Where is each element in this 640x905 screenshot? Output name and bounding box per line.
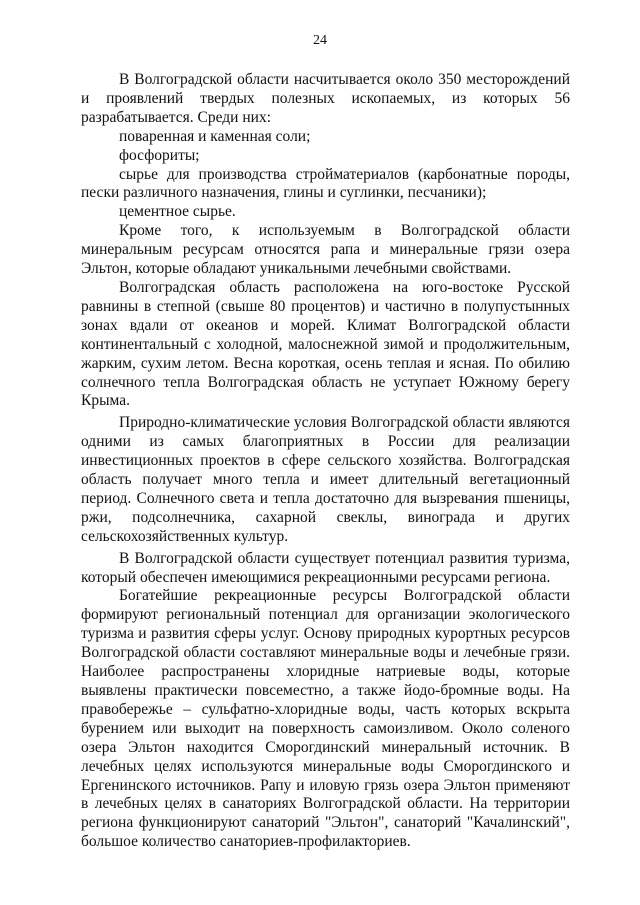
list-item-cement: цементное сырье.	[119, 203, 236, 221]
body-text	[81, 71, 570, 852]
paragraph-elton-resources: Кроме того, к используемым в Волгоградской области минеральным ресурсам относятся рапа и минеральные грязи озера Эльтон, которые обладают уникальными лечебными свойствами.	[81, 222, 570, 278]
list-item-building-materials: сырье для производства стройматериалов (карбонатные породы, пески различного назначения, глины и суглинки, песчаники);	[81, 165, 570, 202]
paragraph-recreation-resources: Богатейшие рекреационные ресурсы Волгоградской области формируют региональный потенциал для организации экологического туризма и развития сферы услуг. Основу природных курортных ресурсов Волгоградской области составляют минеральные воды и лечебные грязи. Наиболее распространены хлоридные натриевые воды, которые выявлены практически повсеместно, а также йодо-бромные воды. На правобережье – сульфатно-хлоридные воды, часть которых вскрыта бурением или выходит на поверхность самоизливом. Около соленого озера Эльтон находится Сморогдинский минеральный источник. В лечебных целях используются минеральные воды Сморогдинского и Ергенинского источников. Рапу и иловую грязь озера Эльтон применяют в лечебных целях в санаториях Волгоградской области. На территории региона функционируют санаторий "Эльтон", санаторий "Качалинский", большое количество санаториев-профилакториев.	[81, 587, 570, 851]
list-item-salt: поваренная и каменная соли;	[119, 127, 311, 145]
page-number: 24	[313, 33, 327, 48]
paragraph-mineral-deposits: В Волгоградской области насчитывается около 350 месторождений и проявлений твердых полезных ископаемых, из которых 56 разрабатывается. Среди них:	[81, 71, 570, 126]
list-item-phosphorites: фосфориты;	[119, 146, 200, 164]
paragraph-agriculture: Природно-климатические условия Волгоградской области являются одними из самых благоприятных в России для реализации инвестиционных проектов в сфере сельского хозяйства. Волгоградская область получает много тепла и имеет длительный вегетационный период. Солнечного света и тепла достаточно для вызревания пшеницы, ржи, подсолнечника, сахарной свеклы, винограда и других сельскохозяйственных культур.	[81, 414, 570, 545]
paragraph-location-climate: Волгоградская область расположена на юго-востоке Русской равнины в степной (свыше 80 процентов) и частично в полупустынных зонах вдали от океанов и морей. Климат Волгоградской области континентальный с холодной, малоснежной зимой и продолжительным, жарким, сухим летом. Весна короткая, осень теплая и ясная. По обилию солнечного тепла Волгоградская область не уступает Южному берегу Крыма.	[81, 278, 570, 410]
paragraph-tourism: В Волгоградской области существует потенциал развития туризма, который обеспечен имеющимися рекреационными ресурсами региона.	[81, 549, 570, 586]
